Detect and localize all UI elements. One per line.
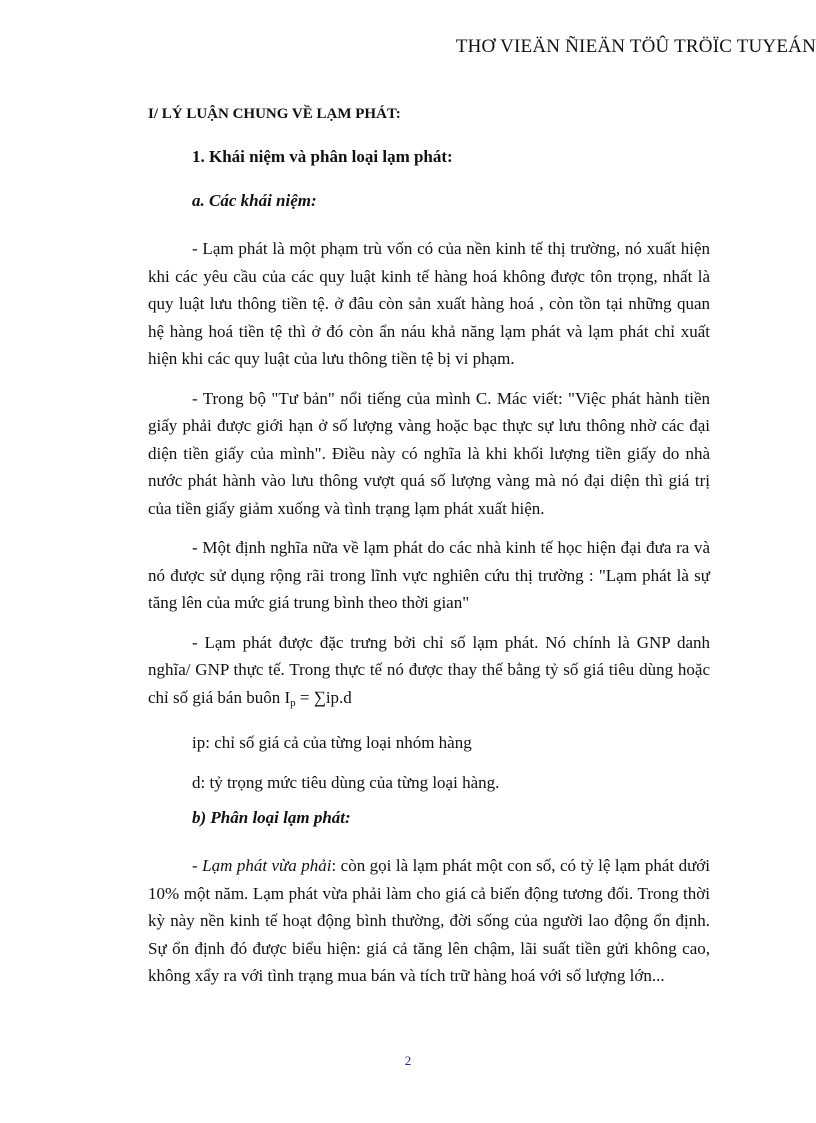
term-moderate-inflation: Lạm phát vừa phải — [202, 856, 332, 875]
section-title: I/ LÝ LUẬN CHUNG VỀ LẠM PHÁT: — [148, 106, 401, 122]
paragraph-moderate-inflation — [148, 852, 710, 990]
formula-tail: = ∑ip.d — [295, 687, 352, 707]
formula-subscript: p — [290, 696, 296, 709]
subsection-title-b: b) Phân loại lạm phát: — [192, 808, 351, 827]
paragraph-modern-definition: - Một định nghĩa nữa về lạm phát do các nhà kinh tế học hiện đại đưa ra và nó được sử dụng rộng rãi trong lĩnh vực nghiên cứu thị trường : "Lạm phát là sự tăng lên của mức giá trung bình theo thời gian" — [148, 538, 710, 612]
page-number: 2 — [404, 1053, 412, 1068]
page-header: THƠ VIEÄN ÑIEÄN TÖÛ TRÖÏC TUYEÁN — [455, 36, 816, 57]
subsection-title-a: a. Các khái niệm: — [192, 191, 317, 210]
moderate-inflation-body: : còn gọi là lạm phát một con số, có tỷ lệ lạm phát dưới 10% một năm. Lạm phát vừa phải làm cho giá cả biến động tương đối. Trong thời kỳ này nền kinh tế hoạt động bình thường, đời sống của người lao động ổn định. Sự ổn định đó được biểu hiện: giá cả tăng lên chậm, lãi suất tiền gửi không cao, không xẩy ra với tình trạng mua bán và tích trữ hàng hoá với số lượng lớn... — [148, 856, 710, 985]
paragraph-inflation-definition: - Lạm phát là một phạm trù vốn có của nền kinh tế thị trường, nó xuất hiện khi các yêu cầu của các quy luật kinh tế hàng hoá không được tôn trọng, nhất là quy luật lưu thông tiền tệ. ở đâu còn sản xuất hàng hoá , còn tồn tại những quan hệ hàng hoá tiền tệ thì ở đó còn ẩn náu khả năng lạm phát và lạm phát chỉ xuất hiện khi các quy luật của lưu thông tiền tệ bị vi phạm. — [148, 239, 710, 368]
dash: - — [192, 856, 203, 875]
paragraph-marx-quote: - Trong bộ "Tư bản" nổi tiếng của mình C. Mác viết: "Việc phát hành tiền giấy phải được giới hạn ở số lượng vàng hoặc bạc thực sự lưu thông nhờ các đại diện tiền giấy của mình". Điều này có nghĩa là khi khối lượng tiền giấy do nhà nước phát hành vào lưu thông vượt quá số lượng vàng mà nó đại diện thì giá trị của tiền giấy giảm xuống và tình trạng lạm phát xuất hiện. — [148, 388, 710, 518]
document-body — [148, 100, 710, 1002]
paragraph-inflation-index — [148, 629, 710, 718]
definition-ip: ip: chỉ số giá cả của từng loại nhóm hàng — [192, 733, 472, 752]
subsection-title-1: 1. Khái niệm và phân loại lạm phát: — [192, 147, 453, 166]
paragraph-inflation-index-text: - Lạm phát được đặc trưng bởi chỉ số lạm phát. Nó chính là GNP danh nghĩa/ GNP thực tế. Trong thực tế nó được thay thế bằng tỷ số giá tiêu dùng hoặc chỉ số giá bán buôn I — [148, 632, 710, 707]
definition-d: d: tỷ trọng mức tiêu dùng của từng loại hàng. — [192, 772, 500, 792]
